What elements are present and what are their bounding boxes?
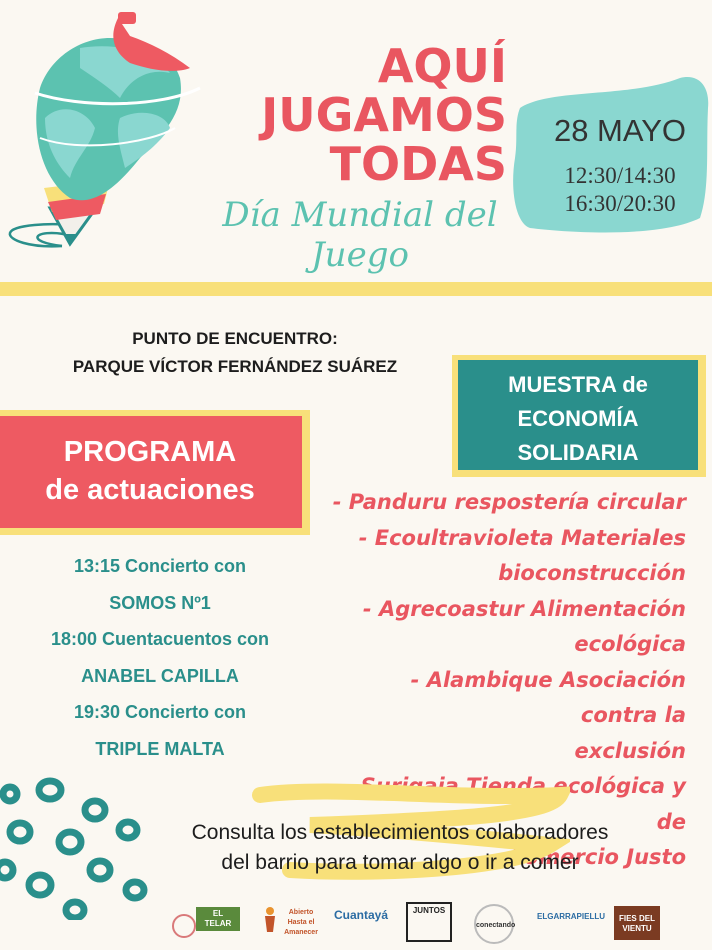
- schedule-item: TRIPLE MALTA: [95, 738, 225, 759]
- logo-garrapiellu: ELGARRAPIELLU: [537, 912, 605, 921]
- muestra-title: [458, 368, 698, 470]
- stand-item: - Panduru respostería circular: [332, 490, 686, 514]
- muestra-line-3: SOLIDARIA: [517, 440, 639, 465]
- subtitle: Día Mundial del Juego: [222, 195, 498, 275]
- event-times: [535, 162, 705, 218]
- programa-line-2: de actuaciones: [45, 474, 255, 506]
- stand-item: - Agrecoastur Alimentación: [362, 596, 686, 621]
- logo-fies-del-vientu: FIES DEL VIENTU: [614, 906, 660, 940]
- sponsor-logos: [170, 900, 710, 950]
- divider-bar: [0, 282, 712, 296]
- schedule-item: ANABEL CAPILLA: [81, 665, 239, 686]
- consulta-text: [160, 818, 640, 878]
- event-time-1: 12:30/14:30: [564, 163, 676, 188]
- logo-juntos: JUNTOS: [406, 902, 452, 942]
- meeting-point: [40, 325, 430, 381]
- event-time-2: 16:30/20:30: [564, 191, 676, 216]
- headline-line-3: TODAS: [329, 137, 507, 191]
- muestra-line-2: ECONOMÍA: [517, 406, 639, 431]
- abierto-figure-icon: [262, 906, 278, 932]
- consulta-line-1: Consulta los establecimientos colaboradores: [191, 821, 609, 844]
- logo-cuantaya: Cuantayá: [333, 908, 389, 922]
- stand-item: bioconstrucción: [498, 561, 686, 585]
- stand-item: - Surigaia Tienda ecológica y de: [344, 774, 686, 834]
- logo-el-telar: EL TELAR: [170, 905, 240, 941]
- stand-item: Comercio Justo: [508, 845, 686, 869]
- schedule-item: SOMOS Nº1: [109, 592, 211, 613]
- muestra-line-1: MUESTRA de: [508, 372, 648, 397]
- stand-item: - Alambique Asociación contra la: [410, 667, 686, 727]
- schedule-list: [10, 548, 310, 767]
- stand-item: ecológica: [574, 632, 686, 656]
- logo-abierto: Abierto Hasta el Amanecer: [262, 900, 322, 944]
- event-date: 28 MAYO: [553, 113, 687, 148]
- stand-item: exclusión: [574, 738, 686, 763]
- schedule-item: 13:15 Concierto con: [73, 556, 247, 576]
- headline-line-1: AQUÍ: [377, 39, 507, 93]
- schedule-item: 19:30 Concierto con: [73, 702, 247, 722]
- schedule-item: 18:00 Cuentacuentos con: [50, 629, 270, 649]
- meeting-point-place: PARQUE VÍCTOR FERNÁNDEZ SUÁREZ: [72, 357, 398, 376]
- programa-title: [14, 433, 286, 509]
- programa-line-1: PROGRAMA: [63, 436, 237, 468]
- spinning-top-globe-illustration: [0, 8, 220, 258]
- meeting-point-label: PUNTO DE ENCUENTRO:: [132, 329, 338, 348]
- stand-item: - Ecoultravioleta Materiales: [358, 525, 686, 550]
- consulta-line-2: del barrio para tomar algo o ir a comer: [221, 851, 579, 874]
- decorative-dots: [0, 770, 160, 920]
- logo-conectando: conectando: [474, 904, 514, 944]
- headline: [261, 39, 507, 191]
- headline-line-2: JUGAMOS: [261, 88, 507, 142]
